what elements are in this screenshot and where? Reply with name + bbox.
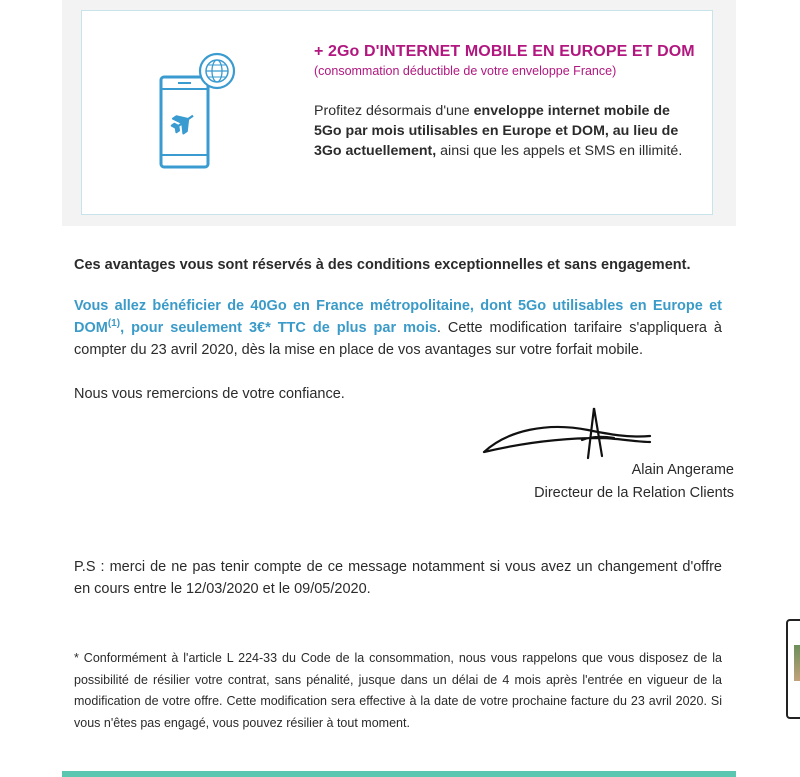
signer-title: Directeur de la Relation Clients: [534, 485, 734, 501]
offer-paragraph: [74, 295, 722, 361]
promo-box: [81, 10, 713, 215]
offer-rest: . Cette modification tarifaire s'appliquera à compter du 23 avril 2020, dès la mise en place de vos avantages sur votre forfait mobile.: [74, 320, 722, 358]
promo-body-end: ainsi que les appels et SMS en illimité.: [436, 143, 683, 159]
promo-subtitle: (consommation déductible de votre enveloppe France): [314, 64, 617, 78]
promo-description: [314, 101, 699, 161]
signer-name: Alain Angerame: [631, 462, 734, 478]
side-widget-thumbnail: [794, 645, 800, 681]
thanks-line: Nous vous remercions de votre confiance.: [74, 386, 345, 402]
promo-title: + 2Go D'INTERNET MOBILE EN EUROPE ET DOM: [314, 43, 695, 60]
ps-paragraph: P.S : merci de ne pas tenir compte de ce message notamment si vous avez un changement d'offre en cours entre le 12/03/2020 et le 09/05/2020.: [74, 559, 722, 597]
legal-footnote: * Conformément à l'article L 224-33 du Code de la consommation, nous vous rappelons que vous disposez de la possibilité de résilier votre contrat, sans pénalité, jusque dans un délai de 4 mois après l'entrée en vigueur de la modification de votre offre. Cette modification sera effective à la date de votre prochaine facture du 23 avril 2020. Si vous n'êtes pas engagé, vous pouvez résilier à tout moment.: [74, 651, 722, 730]
promo-body-bold: enveloppe internet mobile de 5Go par mois utilisables en Europe et DOM, au lieu de 3Go actuellement,: [314, 103, 679, 159]
offer-highlight-2: , pour seulement 3€* TTC de plus par mois: [120, 320, 437, 336]
promo-body-intro: Profitez désormais d'une: [314, 103, 474, 119]
side-widget[interactable]: [786, 619, 800, 719]
phone-airplane-globe-icon: [157, 51, 239, 173]
offer-footnote-ref: (1): [107, 318, 121, 330]
signature-icon: [478, 400, 658, 462]
offer-highlight-1: Vous allez bénéficier de 40Go en France métropolitaine, dont 5Go utilisables en Europe et DOM: [74, 298, 722, 336]
footer-bar: [62, 771, 736, 777]
conditions-heading: Ces avantages vous sont réservés à des conditions exceptionnelles et sans engagement.: [74, 257, 691, 273]
